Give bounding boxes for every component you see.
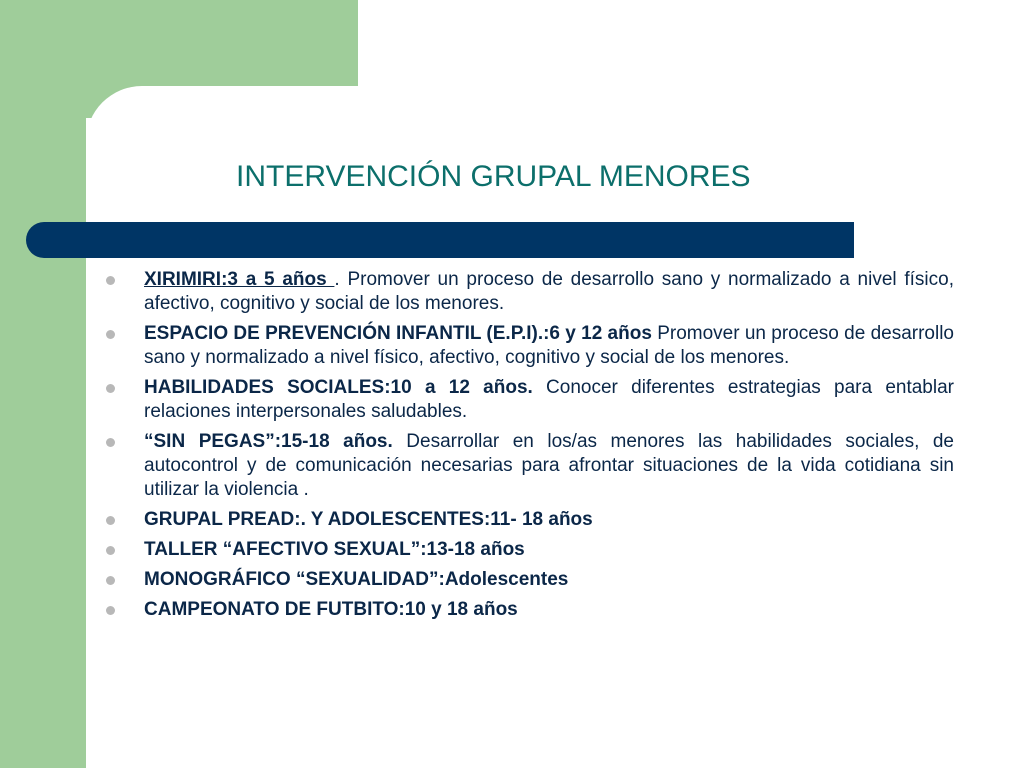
list-item-sin-pegas [104, 430, 954, 502]
bullet-dot-icon [106, 384, 115, 393]
bullet-dot-icon [106, 606, 115, 615]
bullet-dot-icon [106, 276, 115, 285]
slide-title: INTERVENCIÓN GRUPAL MENORES [236, 160, 751, 193]
bullet-dot-icon [106, 516, 115, 525]
program-description: Promover un proceso de desarrollo sano y normalizado a nivel físico, afectivo, cognitivo y social de los menores. [144, 323, 954, 368]
bullet-dot-icon [106, 438, 115, 447]
list-item-campeonato-futbito [104, 598, 954, 622]
list-item-xirimiri [104, 268, 954, 316]
list-item-epi [104, 322, 954, 370]
program-name: GRUPAL PREAD:. Y ADOLESCENTES:11- 18 años [144, 509, 593, 530]
program-name: CAMPEONATO DE FUTBITO:10 y 18 años [144, 599, 518, 620]
program-name: ESPACIO DE PREVENCIÓN INFANTIL (E.P.I).:6 y 12 años [144, 323, 652, 344]
bullet-dot-icon [106, 576, 115, 585]
program-name: XIRIMIRI [144, 269, 222, 290]
program-age-range: :3 a 5 años [221, 269, 335, 290]
program-name: “SIN PEGAS”:15-18 años. [144, 431, 393, 452]
program-description: Desarrollar en los/as menores las habilidades sociales, de autocontrol y de comunicación necesarias para afrontar situaciones de la vida cotidiana sin utilizar la violencia . [144, 431, 955, 500]
program-description: Conocer diferentes estrategias para entablar relaciones interpersonales saludables. [144, 377, 954, 422]
title-divider-bar [26, 222, 854, 258]
program-name: MONOGRÁFICO “SEXUALIDAD”:Adolescentes [144, 569, 569, 590]
program-name: HABILIDADES SOCIALES:10 a 12 años. [144, 377, 533, 398]
bullet-dot-icon [106, 330, 115, 339]
list-item-taller-afectivo-sexual [104, 538, 954, 562]
list-item-habilidades-sociales [104, 376, 954, 424]
bullet-dot-icon [106, 546, 115, 555]
bullet-list [104, 268, 954, 628]
list-item-monografico-sexualidad [104, 568, 954, 592]
list-item-grupal-pread [104, 508, 954, 532]
program-name: TALLER “AFECTIVO SEXUAL”:13-18 años [144, 539, 525, 560]
program-description: . Promover un proceso de desarrollo sano y normalizado a nivel físico, afectivo, cognitivo y social de los menores. [144, 269, 954, 314]
